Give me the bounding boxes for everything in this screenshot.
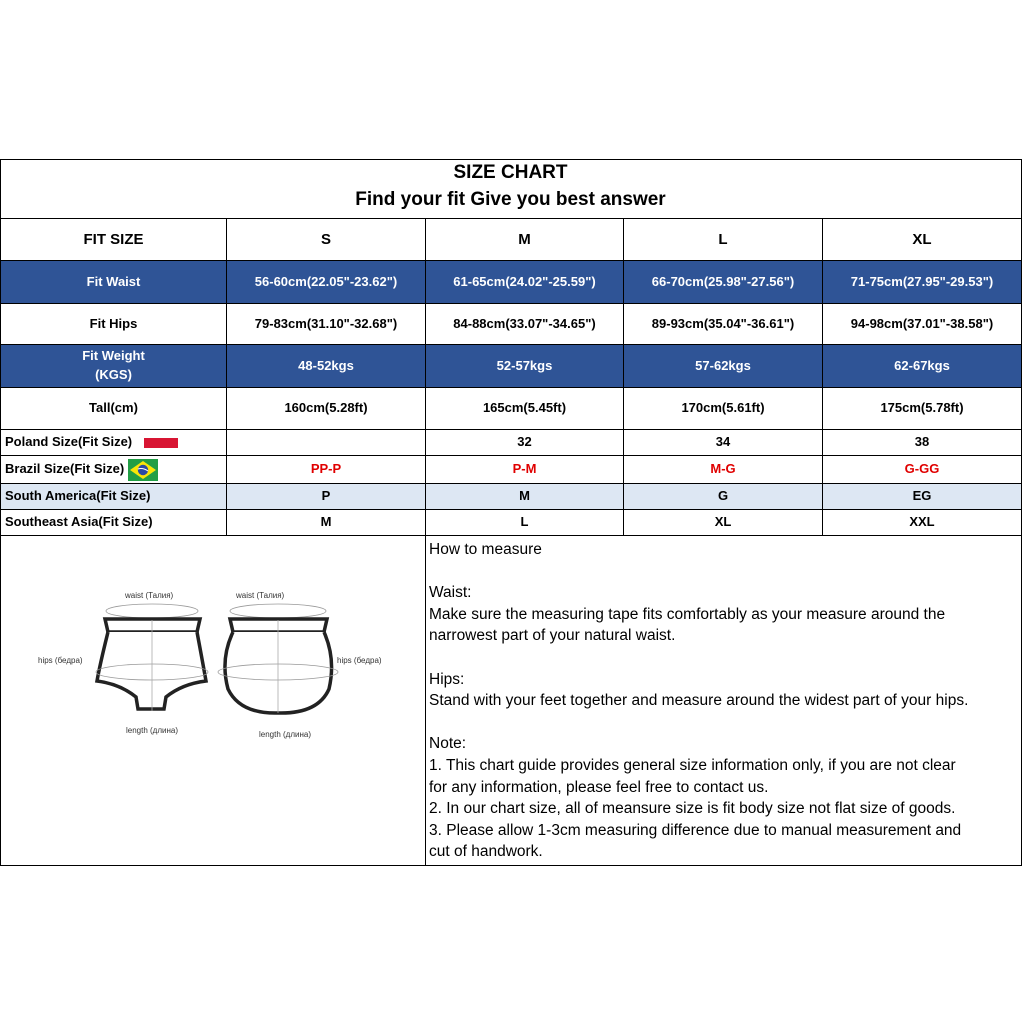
poland-size-xl: 38 (914, 434, 930, 450)
diagram-waist-label-right: waist (Талия) (236, 591, 285, 600)
grid-line (0, 429, 1022, 430)
waist-title: Waist: (429, 584, 472, 602)
grid-line (0, 865, 1022, 866)
grid-line (623, 218, 624, 536)
hips-instruction: Stand with your feet together and measure around the widest part of your hips. (429, 692, 969, 710)
grid-line (0, 344, 1022, 345)
fit-waist-m: 61-65cm(24.02"-25.59") (426, 261, 623, 303)
brazil-size-s: PP-P (310, 461, 342, 477)
note-line5: cut of handwork. (429, 843, 543, 861)
fit-waist-label: Fit Waist (1, 261, 226, 303)
brazil-size-xl: G-GG (904, 461, 940, 477)
brazil-size-label (1, 456, 226, 483)
size-m-header: M (518, 231, 531, 249)
tall-label: Tall(cm) (89, 400, 138, 416)
grid-line (822, 218, 823, 536)
size-l-header: L (718, 231, 728, 249)
fit-weight-xl: 62-67kgs (823, 345, 1021, 387)
brazil-size-m: P-M (512, 461, 537, 477)
chart-title: SIZE CHART (453, 162, 568, 183)
fit-weight-l: 57-62kgs (624, 345, 822, 387)
hips-title: Hips: (429, 670, 465, 688)
fit-hips-m: 84-88cm(33.07"-34.65") (453, 316, 596, 332)
grid-line (425, 218, 426, 866)
poland-size-m: 32 (517, 434, 532, 450)
note-line2: for any information, please feel free to contact us. (429, 778, 769, 796)
fit-hips-label: Fit Hips (89, 316, 138, 332)
poland-size-l: 34 (715, 434, 731, 450)
southeast-asia-xl: XXL (909, 514, 935, 530)
grid-line (226, 218, 227, 536)
poland-size-text: Poland Size(Fit Size) (5, 434, 133, 450)
diagram-length-label-left: length (длина) (126, 726, 179, 735)
south-america-xl: EG (823, 484, 1021, 509)
fit-waist-xl: 71-75cm(27.95"-29.53") (823, 261, 1021, 303)
diagram-hips-label-right: hips (бедра) (337, 656, 382, 665)
brazil-flag-icon (128, 459, 158, 481)
waist-instruction-line2: narrowest part of your natural waist. (429, 627, 676, 645)
grid-line (0, 303, 1022, 304)
tall-m: 165cm(5.45ft) (482, 400, 567, 416)
diagram-length-label-right: length (длина) (259, 730, 312, 739)
fit-waist-s: 56-60cm(22.05"-23.62") (227, 261, 425, 303)
fit-waist-l: 66-70cm(25.98"-27.56") (624, 261, 822, 303)
grid-line (0, 159, 1, 866)
grid-line (0, 509, 1022, 510)
south-america-label: South America(Fit Size) (1, 484, 226, 509)
waist-instruction-line1: Make sure the measuring tape fits comfortably as your measure around the (429, 605, 946, 623)
grid-line (0, 218, 1022, 219)
fit-weight-label-line2: (KGS) (95, 367, 132, 382)
grid-line (0, 455, 1022, 456)
southeast-asia-m: L (520, 514, 529, 530)
diagram-waist-label-left: waist (Талия) (125, 591, 174, 600)
south-america-s: P (227, 484, 425, 509)
front-waistband (105, 619, 200, 632)
poland-size-s (227, 430, 425, 455)
how-to-measure-heading: How to measure (429, 541, 542, 558)
fit-weight-m: 52-57kgs (426, 345, 623, 387)
waist-tape-right (230, 604, 326, 618)
grid-line (0, 535, 1022, 536)
chart-subtitle: Find your fit Give you best answer (355, 189, 666, 210)
note-line4: 3. Please allow 1-3cm measuring difference due to manual measurement and (429, 821, 962, 839)
brazil-size-text: Brazil Size(Fit Size) (5, 461, 125, 477)
note-title: Note: (429, 735, 467, 753)
size-xl-header: XL (912, 231, 932, 249)
note-line3: 2. In our chart size, all of meansure size is fit body size not flat size of goods. (429, 800, 956, 818)
tall-s: 160cm(5.28ft) (284, 400, 368, 416)
tall-xl: 175cm(5.78ft) (880, 400, 964, 416)
size-s-header: S (320, 231, 331, 249)
southeast-asia-l: XL (714, 514, 732, 530)
poland-flag-icon (144, 438, 178, 448)
fit-hips-s: 79-83cm(31.10"-32.68") (254, 316, 398, 332)
fit-weight-s: 48-52kgs (227, 345, 425, 387)
fit-size-header: FIT SIZE (83, 231, 144, 249)
southeast-asia-label: Southeast Asia(Fit Size) (5, 514, 153, 530)
south-america-m: M (426, 484, 623, 509)
poland-size-label (1, 430, 226, 455)
grid-line (0, 387, 1022, 388)
diagram-hips-label-left: hips (бедра) (38, 656, 83, 665)
grid-line (0, 260, 1022, 261)
fit-weight-label (1, 345, 226, 387)
southeast-asia-s: M (320, 514, 332, 530)
measurement-diagram (30, 579, 400, 739)
fit-hips-xl: 94-98cm(37.01"-38.58") (850, 316, 994, 332)
south-america-l: G (624, 484, 822, 509)
fit-hips-l: 89-93cm(35.04"-36.61") (651, 316, 795, 332)
note-line1: 1. This chart guide provides general size information only, if you are not clear (429, 756, 956, 774)
front-brief-icon (97, 632, 206, 709)
back-waistband (230, 619, 327, 632)
waist-tape-left (106, 604, 198, 618)
grid-line (0, 159, 1022, 160)
tall-l: 170cm(5.61ft) (681, 400, 765, 416)
fit-weight-label-line1: Fit Weight (82, 348, 145, 364)
brazil-size-l: M-G (710, 461, 736, 477)
grid-line (1021, 159, 1022, 866)
how-to-measure-panel (429, 539, 1021, 863)
grid-line (0, 483, 1022, 484)
